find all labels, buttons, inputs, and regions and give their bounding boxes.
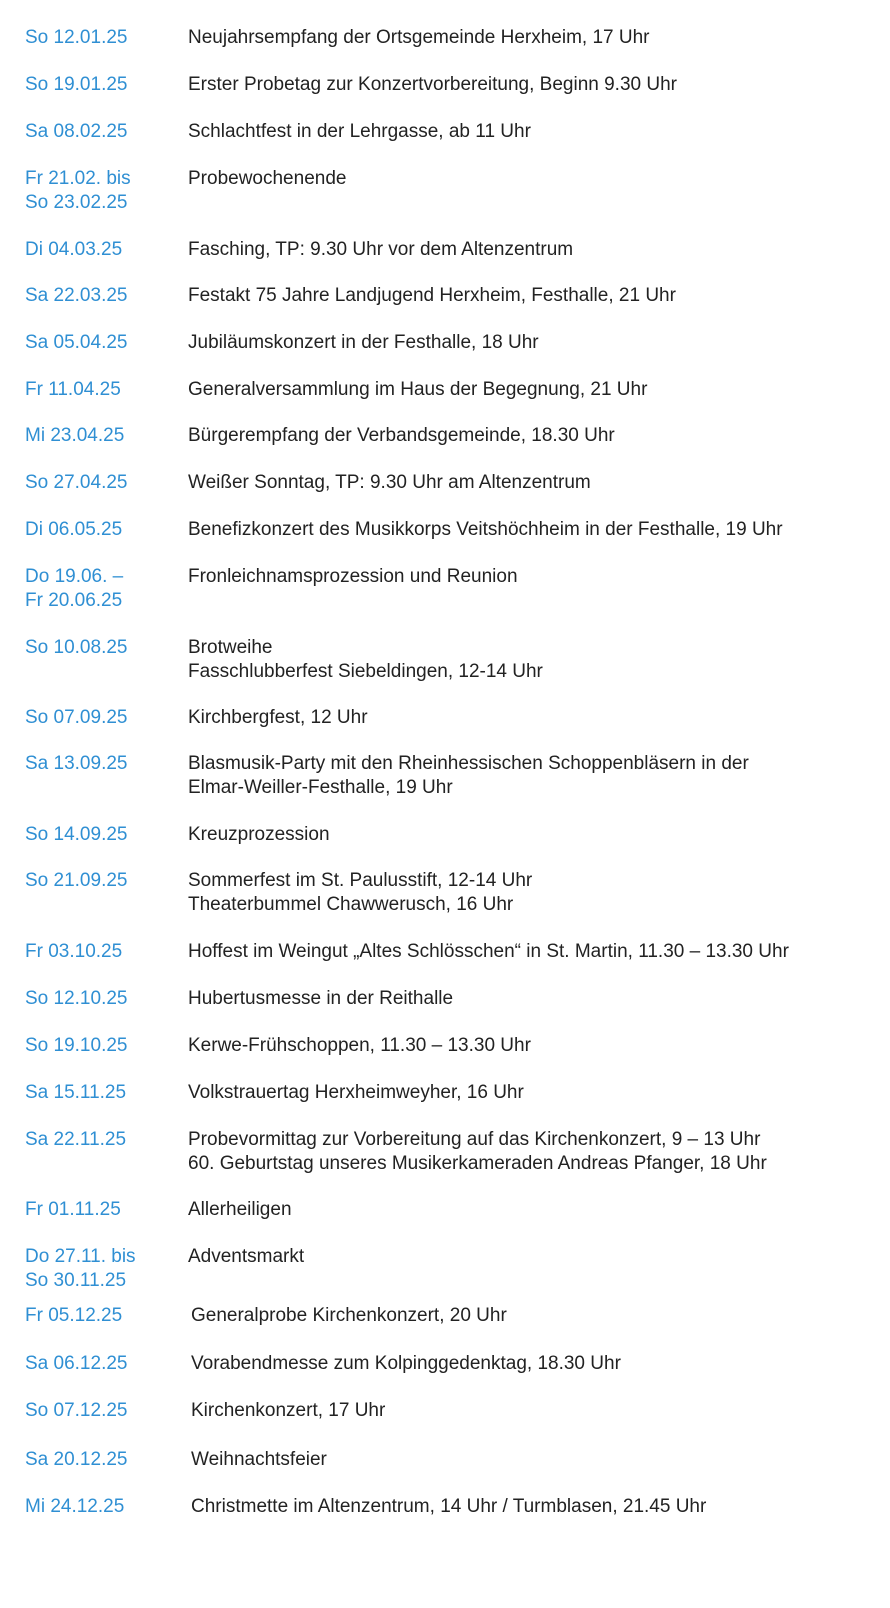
event-date-line: So 27.04.25 bbox=[25, 472, 128, 493]
event-description-line: Theaterbummel Chawwerusch, 16 Uhr bbox=[188, 894, 514, 915]
event-description bbox=[188, 471, 591, 495]
event-description bbox=[188, 987, 453, 1011]
event-date bbox=[25, 238, 122, 262]
event-description-line: Kirchbergfest, 12 Uhr bbox=[188, 707, 368, 728]
event-date bbox=[25, 284, 127, 308]
event-date bbox=[25, 869, 127, 893]
event-date bbox=[25, 378, 121, 402]
event-date bbox=[25, 167, 131, 215]
event-description bbox=[188, 120, 531, 144]
event-date bbox=[25, 823, 127, 847]
event-date-line: So 23.02.25 bbox=[25, 192, 128, 213]
event-description bbox=[188, 1198, 292, 1222]
event-date-line: So 12.10.25 bbox=[25, 988, 128, 1009]
event-description-line: Weihnachtsfeier bbox=[191, 1449, 327, 1470]
event-description-line: Volkstrauertag Herxheimweyher, 16 Uhr bbox=[188, 1082, 524, 1103]
event-description-line: Sommerfest im St. Paulusstift, 12-14 Uhr bbox=[188, 870, 533, 891]
event-description bbox=[188, 1034, 531, 1058]
event-description-line: Festakt 75 Jahre Landjugend Herxheim, Festhalle, 21 Uhr bbox=[188, 285, 676, 306]
event-date-line: So 14.09.25 bbox=[25, 824, 128, 845]
event-date-line: Sa 05.04.25 bbox=[25, 332, 128, 353]
event-description bbox=[188, 752, 749, 800]
event-date bbox=[25, 1448, 127, 1472]
event-date-line: So 12.01.25 bbox=[25, 27, 128, 48]
event-date-line: Do 27.11. bis bbox=[25, 1246, 136, 1267]
event-date bbox=[25, 1198, 121, 1222]
event-date bbox=[25, 120, 127, 144]
event-description bbox=[188, 1128, 767, 1176]
event-date-line: So 30.11.25 bbox=[25, 1270, 127, 1291]
event-date bbox=[25, 1495, 124, 1519]
event-date bbox=[25, 636, 127, 660]
event-description bbox=[188, 238, 573, 262]
event-description-line: Hoffest im Weingut „Altes Schlösschen“ in St. Martin, 11.30 – 13.30 Uhr bbox=[188, 941, 789, 962]
event-description-line: Brotweihe bbox=[188, 637, 273, 658]
event-description bbox=[188, 823, 330, 847]
event-description bbox=[188, 940, 789, 964]
event-date bbox=[25, 1081, 126, 1105]
event-description-line: Kreuzprozession bbox=[188, 824, 330, 845]
event-date-line: Fr 11.04.25 bbox=[25, 379, 121, 400]
event-description bbox=[188, 26, 650, 50]
event-description-line: Generalversammlung im Haus der Begegnung, 21 Uhr bbox=[188, 379, 648, 400]
event-description-line: Schlachtfest in der Lehrgasse, ab 11 Uhr bbox=[188, 121, 531, 142]
event-date-line: Sa 20.12.25 bbox=[25, 1449, 128, 1470]
event-description bbox=[188, 1245, 304, 1269]
event-date-line: Mi 23.04.25 bbox=[25, 425, 125, 446]
event-date-line: Sa 22.03.25 bbox=[25, 285, 128, 306]
event-date-line: Fr 20.06.25 bbox=[25, 590, 123, 611]
event-description bbox=[191, 1304, 507, 1328]
event-date bbox=[25, 26, 127, 50]
event-date bbox=[25, 1128, 126, 1152]
event-date-line: Di 04.03.25 bbox=[25, 239, 123, 260]
event-date-line: Mi 24.12.25 bbox=[25, 1496, 125, 1517]
event-description bbox=[188, 167, 346, 191]
event-description-line: Fasschlubberfest Siebeldingen, 12-14 Uhr bbox=[188, 661, 543, 682]
event-date-line: Sa 06.12.25 bbox=[25, 1353, 128, 1374]
event-description-line: Erster Probetag zur Konzertvorbereitung, Beginn 9.30 Uhr bbox=[188, 74, 677, 95]
event-description bbox=[191, 1495, 706, 1519]
event-date bbox=[25, 1399, 127, 1423]
event-date-line: So 19.10.25 bbox=[25, 1035, 128, 1056]
event-date bbox=[25, 987, 127, 1011]
event-description-line: Neujahrsempfang der Ortsgemeinde Herxheim, 17 Uhr bbox=[188, 27, 650, 48]
event-description bbox=[188, 636, 543, 684]
event-date bbox=[25, 1245, 136, 1293]
event-date bbox=[25, 73, 127, 97]
event-description-line: Christmette im Altenzentrum, 14 Uhr / Turmblasen, 21.45 Uhr bbox=[191, 1496, 707, 1517]
event-date bbox=[25, 1304, 122, 1328]
event-date-line: So 07.09.25 bbox=[25, 707, 128, 728]
event-description-line: Kirchenkonzert, 17 Uhr bbox=[191, 1400, 386, 1421]
event-description-line: Generalprobe Kirchenkonzert, 20 Uhr bbox=[191, 1305, 507, 1326]
event-date bbox=[25, 565, 123, 613]
event-date-line: So 10.08.25 bbox=[25, 637, 128, 658]
event-description bbox=[188, 1081, 524, 1105]
event-description bbox=[191, 1399, 385, 1423]
event-description bbox=[188, 706, 368, 730]
event-date-line: Fr 03.10.25 bbox=[25, 941, 123, 962]
event-date bbox=[25, 940, 122, 964]
event-description-line: Kerwe-Frühschoppen, 11.30 – 13.30 Uhr bbox=[188, 1035, 531, 1056]
event-date bbox=[25, 424, 124, 448]
event-date bbox=[25, 706, 127, 730]
event-description-line: Bürgerempfang der Verbandsgemeinde, 18.30 Uhr bbox=[188, 425, 615, 446]
event-description bbox=[188, 565, 518, 589]
event-description-line: Blasmusik-Party mit den Rheinhessischen Schoppenbläsern in der bbox=[188, 753, 749, 774]
event-description-line: Probevormittag zur Vorbereitung auf das Kirchenkonzert, 9 – 13 Uhr bbox=[188, 1129, 761, 1150]
event-date-line: Sa 15.11.25 bbox=[25, 1082, 127, 1103]
event-description-line: Adventsmarkt bbox=[188, 1246, 305, 1267]
event-description-line: Allerheiligen bbox=[188, 1199, 292, 1220]
event-description bbox=[188, 331, 539, 355]
event-description bbox=[191, 1448, 327, 1472]
event-description bbox=[188, 518, 783, 542]
event-description-line: Elmar-Weiller-Festhalle, 19 Uhr bbox=[188, 777, 453, 798]
event-description-line: Fasching, TP: 9.30 Uhr vor dem Altenzentrum bbox=[188, 239, 574, 260]
event-date bbox=[25, 331, 127, 355]
event-date-line: So 21.09.25 bbox=[25, 870, 128, 891]
event-description-line: Weißer Sonntag, TP: 9.30 Uhr am Altenzentrum bbox=[188, 472, 591, 493]
event-description bbox=[191, 1352, 621, 1376]
event-date bbox=[25, 1352, 127, 1376]
event-date bbox=[25, 471, 127, 495]
event-description bbox=[188, 284, 676, 308]
event-description bbox=[188, 73, 677, 97]
event-description-line: Benefizkonzert des Musikkorps Veitshöchheim in der Festhalle, 19 Uhr bbox=[188, 519, 783, 540]
event-description bbox=[188, 869, 532, 917]
event-description-line: 60. Geburtstag unseres Musikerkameraden Andreas Pfanger, 18 Uhr bbox=[188, 1153, 767, 1174]
event-date-line: Fr 05.12.25 bbox=[25, 1305, 123, 1326]
event-description bbox=[188, 424, 615, 448]
event-description bbox=[188, 378, 647, 402]
event-date bbox=[25, 752, 127, 776]
event-date-line: Sa 08.02.25 bbox=[25, 121, 128, 142]
event-date bbox=[25, 1034, 127, 1058]
event-description-line: Hubertusmesse in der Reithalle bbox=[188, 988, 454, 1009]
event-description-line: Vorabendmesse zum Kolpinggedenktag, 18.30 Uhr bbox=[191, 1353, 621, 1374]
event-date-line: Sa 13.09.25 bbox=[25, 753, 128, 774]
event-description-line: Jubiläumskonzert in der Festhalle, 18 Uhr bbox=[188, 332, 539, 353]
event-date-line: So 07.12.25 bbox=[25, 1400, 128, 1421]
event-description-line: Probewochenende bbox=[188, 168, 347, 189]
event-description-line: Fronleichnamsprozession und Reunion bbox=[188, 566, 518, 587]
event-date-line: Fr 21.02. bis bbox=[25, 168, 131, 189]
event-date-line: Fr 01.11.25 bbox=[25, 1199, 121, 1220]
event-date-line: Do 19.06. – bbox=[25, 566, 124, 587]
event-date bbox=[25, 518, 122, 542]
event-date-line: Di 06.05.25 bbox=[25, 519, 123, 540]
event-date-line: Sa 22.11.25 bbox=[25, 1129, 127, 1150]
event-date-line: So 19.01.25 bbox=[25, 74, 128, 95]
